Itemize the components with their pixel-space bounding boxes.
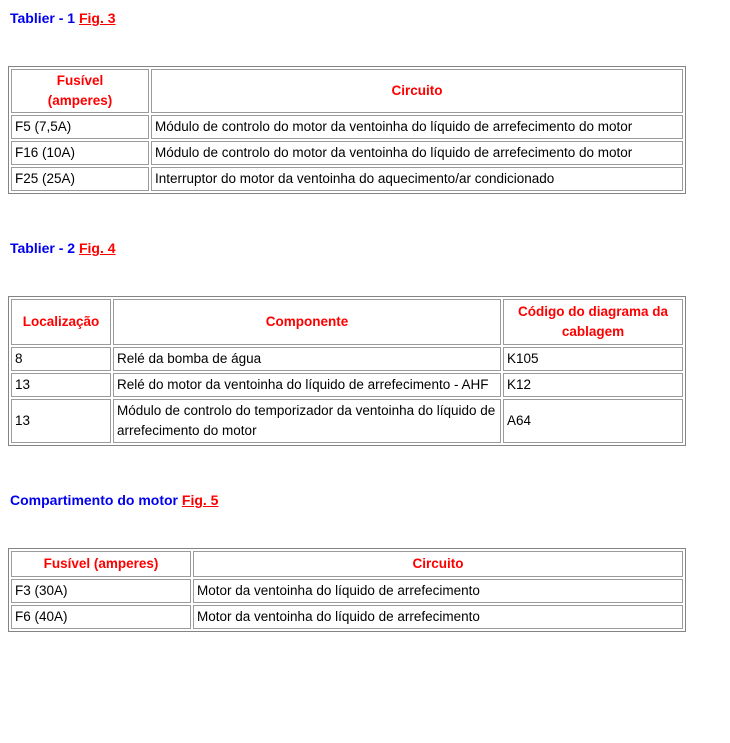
wiring-code-cell: K12 <box>503 373 683 397</box>
component-cell: Relé do motor da ventoinha do líquido de arrefecimento - AHF <box>113 373 501 397</box>
fuse-cell: F6 (40A) <box>11 605 191 629</box>
section-tablier-2 <box>8 240 730 446</box>
heading-title: Tablier - 2 <box>10 240 79 256</box>
wiring-code-cell: A64 <box>503 399 683 443</box>
column-header-fusivel: Fusível (amperes) <box>11 551 191 577</box>
table-row <box>11 399 683 443</box>
location-cell: 13 <box>11 373 111 397</box>
fuse-cell: F16 (10A) <box>11 141 149 165</box>
section-heading <box>10 492 730 508</box>
column-header-circuito: Circuito <box>151 69 683 113</box>
table-header-row <box>11 551 683 577</box>
column-header-localizacao: Localização <box>11 299 111 345</box>
heading-title: Tablier - 1 <box>10 10 79 26</box>
table-row <box>11 115 683 139</box>
component-table-tablier-2 <box>8 296 686 446</box>
table-row <box>11 579 683 603</box>
table-row <box>11 167 683 191</box>
section-heading <box>10 240 730 256</box>
wiring-code-cell: K105 <box>503 347 683 371</box>
circuit-cell: Motor da ventoinha do líquido de arrefecimento <box>193 605 683 629</box>
table-row <box>11 373 683 397</box>
location-cell: 13 <box>11 399 111 443</box>
table-row <box>11 347 683 371</box>
circuit-cell: Motor da ventoinha do líquido de arrefecimento <box>193 579 683 603</box>
fig-4-link[interactable]: Fig. 4 <box>78 240 116 256</box>
column-header-circuito: Circuito <box>193 551 683 577</box>
circuit-cell: Módulo de controlo do motor da ventoinha do líquido de arrefecimento do motor <box>151 141 683 165</box>
fuse-cell: F5 (7,5A) <box>11 115 149 139</box>
fuse-cell: F3 (30A) <box>11 579 191 603</box>
fig-3-link[interactable]: Fig. 3 <box>78 10 116 26</box>
circuit-cell: Módulo de controlo do motor da ventoinha do líquido de arrefecimento do motor <box>151 115 683 139</box>
component-cell: Módulo de controlo do temporizador da ventoinha do líquido de arrefecimento do motor <box>113 399 501 443</box>
fig-5-link[interactable]: Fig. 5 <box>181 492 219 508</box>
column-header-componente: Componente <box>113 299 501 345</box>
component-cell: Relé da bomba de água <box>113 347 501 371</box>
section-heading <box>10 10 730 26</box>
location-cell: 8 <box>11 347 111 371</box>
fuse-table-tablier-1 <box>8 66 686 194</box>
section-tablier-1 <box>8 10 730 194</box>
section-compartimento-motor <box>8 492 730 632</box>
column-header-codigo: Código do diagrama da cablagem <box>503 299 683 345</box>
heading-title: Compartimento do motor <box>10 492 182 508</box>
fuse-table-engine-compartment <box>8 548 686 632</box>
table-header-row <box>11 299 683 345</box>
table-row <box>11 605 683 629</box>
table-row <box>11 141 683 165</box>
table-header-row <box>11 69 683 113</box>
column-header-fusivel: Fusível (amperes) <box>11 69 149 113</box>
fuse-cell: F25 (25A) <box>11 167 149 191</box>
circuit-cell: Interruptor do motor da ventoinha do aquecimento/ar condicionado <box>151 167 683 191</box>
